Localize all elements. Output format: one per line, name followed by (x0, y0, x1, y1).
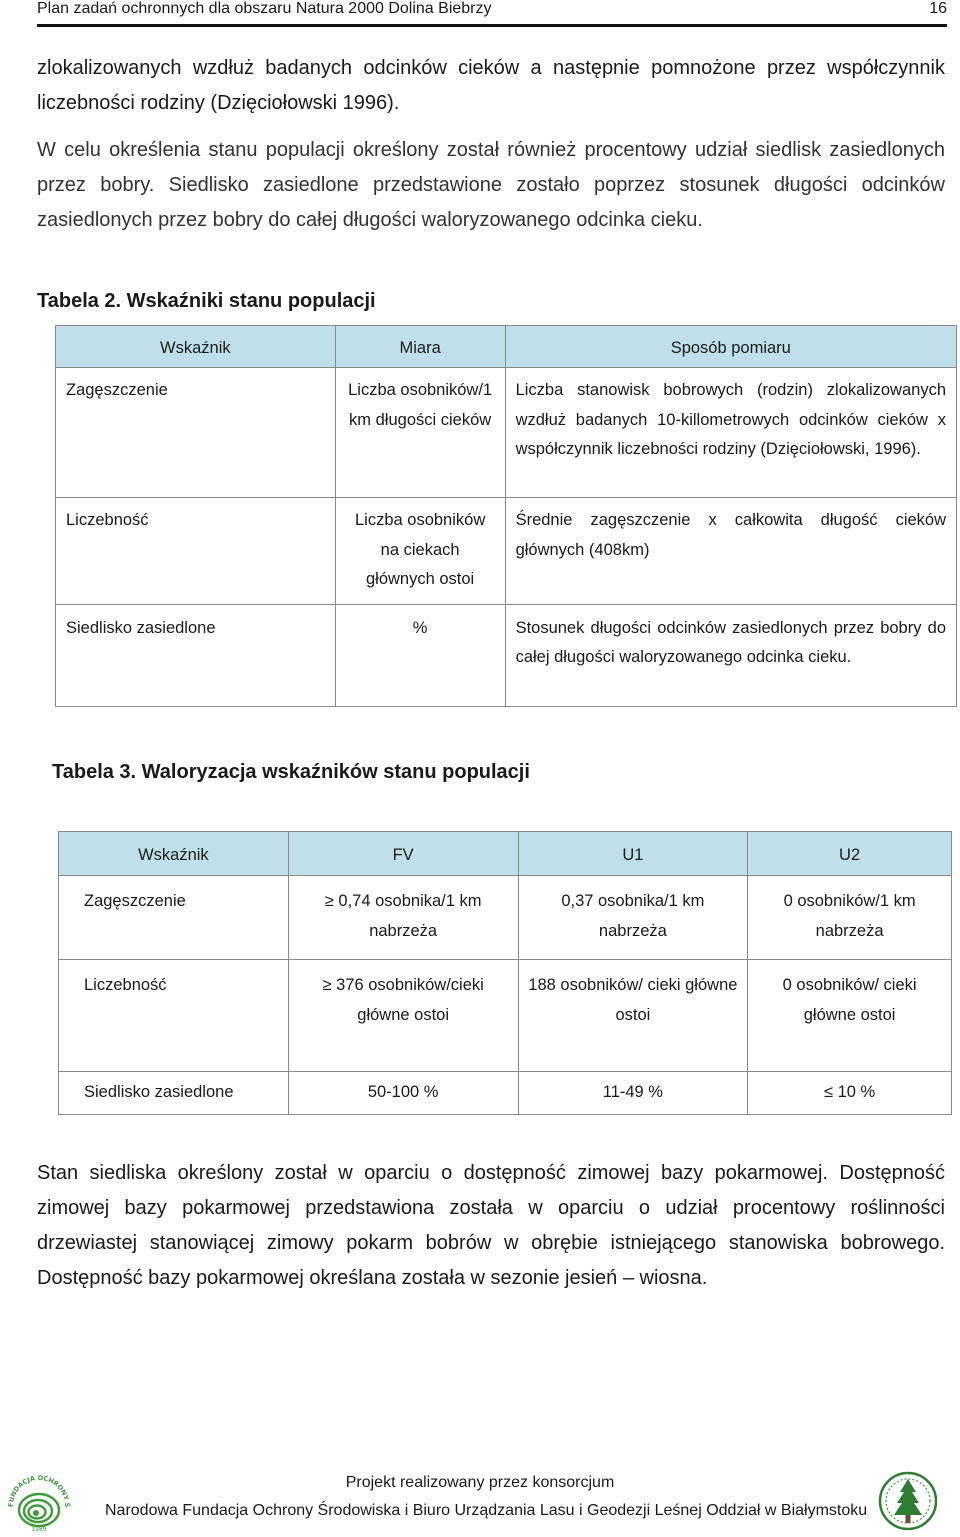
page-number: 16 (929, 0, 947, 17)
footer-partners-line: Narodowa Fundacja Ochrony Środowiska i Biuro Urządzania Lasu i Geodezji Leśnej Oddział w Białymstoku (105, 1502, 868, 1519)
col-header-u1: U1 (518, 832, 748, 876)
cell-miara: Liczba osobników/1 km długości cieków (335, 368, 505, 498)
page-footer (0, 1462, 960, 1535)
table-row (59, 960, 952, 1072)
col-header-fv: FV (288, 832, 518, 876)
table-row (59, 1072, 952, 1115)
page-header (37, 0, 947, 26)
header-rule (37, 24, 947, 27)
cell-wskaznik: Liczebność (56, 498, 336, 605)
cell-fv: 50-100 % (288, 1072, 518, 1115)
cell-fv: ≥ 376 osobników/cieki główne ostoi (288, 960, 518, 1072)
cell-wskaznik: Zagęszczenie (56, 368, 336, 498)
table-2-caption: Tabela 2. Wskaźniki stanu populacji (37, 290, 376, 312)
table-row (56, 368, 957, 498)
cell-miara: % (335, 604, 505, 706)
table-3 (58, 831, 952, 1115)
cell-wskaznik: Siedlisko zasiedlone (59, 1072, 289, 1115)
cell-wskaznik: Zagęszczenie (59, 876, 289, 960)
cell-wskaznik: Siedlisko zasiedlone (56, 604, 336, 706)
cell-miara: Liczba osobników na ciekach głównych ostoi (335, 498, 505, 605)
document-title: Plan zadań ochronnych dla obszaru Natura 2000 Dolina Biebrzy (37, 0, 492, 17)
cell-u1: 0,37 osobnika/1 km nabrzeża (518, 876, 748, 960)
outro-paragraph: Stan siedliska określony został w oparciu o dostępność zimowej bazy pokarmowej. Dostępność zimowej bazy pokarmowej przedstawiona została w oparciu o udział procentowy roślinności drzewiastej stanowiącej zimowy pokarm bobrów w obrębie istniejącego stanowiska bobrowego. Dostępność bazy pokarmowej określana została w sezonie jesień – wiosna. (37, 1162, 945, 1289)
cell-sposob: Średnie zagęszczenie x całkowita długość cieków głównych (408km) (505, 498, 956, 605)
col-header-sposob-pomiaru: Sposób pomiaru (505, 326, 956, 368)
cell-u1: 11-49 % (518, 1072, 748, 1115)
cell-u2: 0 osobników/1 km nabrzeża (748, 876, 952, 960)
table-row (59, 876, 952, 960)
cell-u2: ≤ 10 % (748, 1072, 952, 1115)
table-header-row (59, 832, 952, 876)
col-header-wskaznik: Wskaźnik (56, 326, 336, 368)
cell-sposob: Stosunek długości odcinków zasiedlonych przez bobry do całej długości waloryzowanego odcinka cieku. (505, 604, 956, 706)
cell-u2: 0 osobników/ cieki główne ostoi (748, 960, 952, 1072)
cell-wskaznik: Liczebność (59, 960, 289, 1072)
col-header-wskaznik: Wskaźnik (59, 832, 289, 876)
logo-year: 1989 (31, 1526, 47, 1532)
table-2 (55, 325, 957, 707)
cell-sposob: Liczba stanowisk bobrowych (rodzin) zlokalizowanych wzdłuż badanych 10-killometrowych odcinków cieków x współczynnik liczebności rodziny (Dzięciołowski, 1996). (505, 368, 956, 498)
col-header-miara: Miara (335, 326, 505, 368)
forest-office-emblem-icon (878, 1470, 938, 1532)
table-row (56, 604, 957, 706)
intro-paragraph-2: W celu określenia stanu populacji określony został również procentowy udział siedlisk zasiedlonych przez bobry. Siedlisko zasiedlone przedstawione zostało poprzez stosunek długości odcinków zasiedlonych przez bobry do całej długości waloryzowanego odcinka cieku. (37, 139, 945, 231)
footer-consortium-line: Projekt realizowany przez konsorcjum (345, 1474, 615, 1491)
logo-ring-text: FUNDACJA OCHRONY Ś (6, 1473, 72, 1508)
table-row (56, 498, 957, 605)
table-header-row (56, 326, 957, 368)
col-header-u2: U2 (748, 832, 952, 876)
intro-paragraph-1: zlokalizowanych wzdłuż badanych odcinków cieków a następnie pomnożone przez współczynnik liczebności rodziny (Dzięciołowski 1996). (37, 57, 945, 114)
table-3-caption: Tabela 3. Waloryzacja wskaźników stanu populacji (52, 761, 530, 783)
cell-u1: 188 osobników/ cieki główne ostoi (518, 960, 748, 1072)
cell-fv: ≥ 0,74 osobnika/1 km nabrzeża (288, 876, 518, 960)
